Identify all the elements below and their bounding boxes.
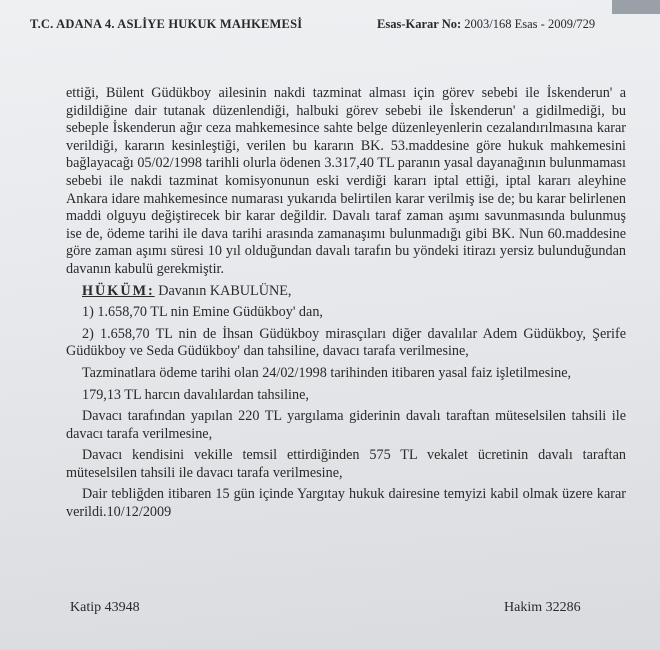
verdict-item: 179,13 TL harcın davalılardan tahsiline, (82, 386, 309, 403)
clerk-signature: Katip 43948 (70, 600, 140, 615)
case-reference-label: Esas-Karar No: (377, 17, 462, 31)
verdict-line (66, 283, 626, 301)
judge-signature: Hakim 32286 (504, 600, 581, 615)
case-reference-value: 2003/168 Esas - 2009/729 (464, 17, 596, 31)
verdict-item: Tazminatlara ödeme tarihi olan 24/02/1998 tarihinden itibaren yasal faiz işletilmesine, (82, 364, 572, 381)
verdict-title: HÜKÜM: (82, 282, 155, 299)
verdict-item: Dair tebliğden itibaren 15 gün içinde Yargıtay hukuk dairesine temyizi kabil olmak üzere karar verildi.10/12/2009 (66, 486, 626, 521)
verdict-item: Davacı tarafından yapılan 220 TL yargılama giderinin davalı taraftan müteselsilen tahsili ile davacı tarafa verilmesine, (66, 408, 626, 442)
verdict-item: 2) 1.658,70 TL nin de İhsan Güdükboy mirasçıları diğer davalılar Adem Güdükboy, Şerife Güdükboy ve Seda Güdükboy' dan tahsiline, davacı tarafa verilmesine, (66, 325, 626, 360)
document-body (66, 85, 626, 522)
verdict-item: Davacı kendisini vekille temsil ettirdiğinden 575 TL vekalet ücretinin davalı taraftan müteselsilen tahsili ile davacı tarafa verilmesine, (66, 447, 626, 481)
case-reference (377, 17, 595, 32)
court-name: T.C. ADANA 4. ASLİYE HUKUK MAHKEMESİ (30, 17, 303, 31)
verdict-item: 1) 1.658,70 TL nin Emine Güdükboy' dan, (82, 304, 323, 321)
intro-paragraph: ettiği, Bülent Güdükboy ailesinin nakdi tazminat alması için görev sebebi ile İskenderun' a gidildiğine dair tutanak düzenlendiği, halbuki görev sebebi ile İskenderun' a gidilmediği, bu sebeple İskenderun ağır ceza mahkemesince sahte belge düzenleyenlerin cezalandırılmasına karar verildiği, kararın kesinleştiği, verilen bu kararın BK. 53.maddesine göre hukuk mahkemesini bağlayacağı 05/02/1998 tarihli olurla ödenen 3.317,40 TL paranın yasal dayanağının bulunmaması sebebi ile nakdi tazminat komisyonunun eski verdiği kararı iptal ettiği, iptal kararı aleyhine Ankara idare mahkemesince numarası yukarıda belirtilen karar verilmiş ise de; bu karar belirlenen maddi olguyu değiştirecek bir karar değildir. Davalı taraf zaman aşımı savunmasında bulunmuş ise de, ödeme tarihi ile dava tarihi arasında zamanaşımı bulunmadığı gibi BK. Nun 60.maddesine göre zaman aşımı süresi 10 yıl olduğundan davalı tarafın bu yöndeki itirazı yersiz bulunduğundan davanın kabulü gerekmiştir. (66, 85, 626, 277)
page-corner-shadow (612, 0, 660, 14)
verdict-text: Davanın KABULÜNE, (158, 282, 292, 299)
